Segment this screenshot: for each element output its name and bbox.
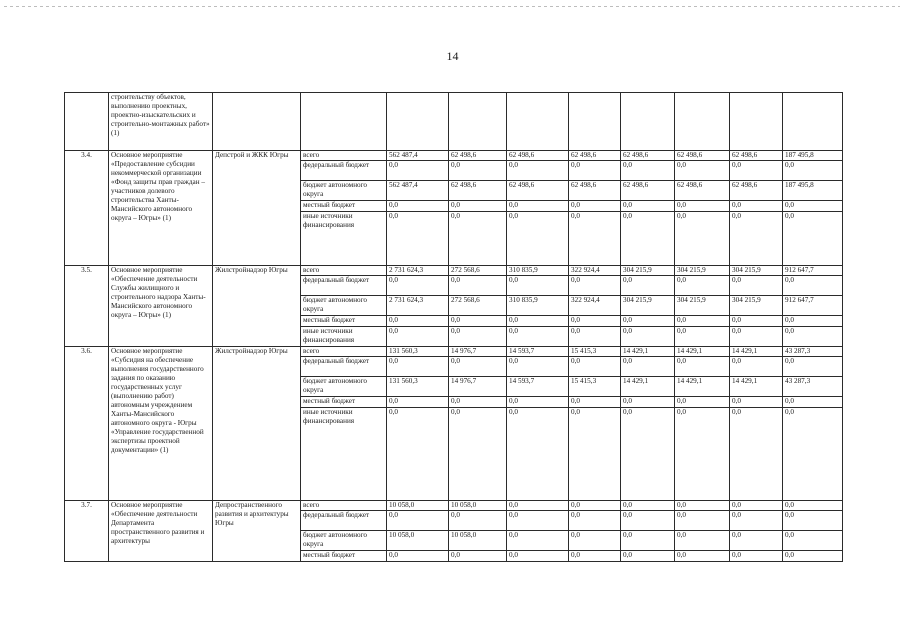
value-cell: 0,0 — [675, 551, 730, 562]
value-cell: 0,0 — [449, 551, 507, 562]
value-cell: 0,0 — [621, 212, 675, 266]
value-cell: 0,0 — [569, 408, 621, 501]
value-cell: 0,0 — [621, 276, 675, 296]
funding-source: бюджет автономного округа — [301, 377, 387, 397]
cell-empty — [621, 93, 675, 151]
value-cell: 0,0 — [621, 408, 675, 501]
value-cell: 0,0 — [783, 327, 843, 347]
item-name: Основное мероприятие «Обеспечение деятельности Службы жилищного и строительного надзора Ханты-Мансийского автономного округа – Югры» (1) — [109, 266, 213, 347]
table-row — [65, 266, 843, 276]
item-executor: Депространственного развития и архитектуры Югры — [213, 501, 301, 562]
value-cell: 0,0 — [675, 408, 730, 501]
value-cell: 912 647,7 — [783, 296, 843, 316]
cell-empty — [783, 93, 843, 151]
value-cell: 0,0 — [783, 201, 843, 212]
budget-table — [64, 92, 843, 562]
value-cell: 0,0 — [449, 316, 507, 327]
value-cell: 0,0 — [507, 316, 569, 327]
value-cell: 0,0 — [449, 327, 507, 347]
value-cell: 0,0 — [569, 551, 621, 562]
value-cell: 0,0 — [783, 161, 843, 181]
value-cell: 0,0 — [730, 511, 783, 531]
continuation-text: строительству объектов, выполнению проектных, проектно-изыскательских и строительно-монтажных работ» (1) — [109, 93, 213, 151]
value-cell: 0,0 — [675, 397, 730, 408]
value-cell: 0,0 — [730, 408, 783, 501]
value-cell: 0,0 — [507, 531, 569, 551]
value-cell: 0,0 — [507, 397, 569, 408]
value-cell: 62 498,6 — [621, 181, 675, 201]
funding-source: федеральный бюджет — [301, 357, 387, 377]
value-cell: 0,0 — [449, 511, 507, 531]
value-cell: 0,0 — [730, 201, 783, 212]
table-row — [65, 151, 843, 161]
cell-empty — [507, 93, 569, 151]
value-cell: 0,0 — [783, 276, 843, 296]
value-cell: 14 429,1 — [675, 347, 730, 357]
cell-empty — [730, 93, 783, 151]
value-cell: 310 835,9 — [507, 296, 569, 316]
value-cell: 0,0 — [507, 408, 569, 501]
value-cell: 562 487,4 — [387, 151, 449, 161]
value-cell: 0,0 — [449, 397, 507, 408]
value-cell: 14 429,1 — [621, 377, 675, 397]
value-cell: 0,0 — [387, 201, 449, 212]
value-cell: 0,0 — [621, 551, 675, 562]
value-cell: 62 498,6 — [675, 151, 730, 161]
value-cell: 0,0 — [675, 212, 730, 266]
value-cell: 0,0 — [730, 551, 783, 562]
item-executor: Жилстройнадзор Югры — [213, 347, 301, 501]
value-cell: 272 568,6 — [449, 296, 507, 316]
value-cell: 14 593,7 — [507, 377, 569, 397]
value-cell: 0,0 — [449, 212, 507, 266]
value-cell: 0,0 — [621, 161, 675, 181]
funding-source: всего — [301, 151, 387, 161]
cell-empty — [449, 93, 507, 151]
value-cell: 15 415,3 — [569, 377, 621, 397]
value-cell: 0,0 — [783, 408, 843, 501]
item-executor: Депстрой и ЖКК Югры — [213, 151, 301, 266]
value-cell: 0,0 — [783, 501, 843, 511]
value-cell: 310 835,9 — [507, 266, 569, 276]
value-cell: 0,0 — [621, 201, 675, 212]
value-cell: 272 568,6 — [449, 266, 507, 276]
value-cell: 304 215,9 — [621, 266, 675, 276]
value-cell: 0,0 — [730, 212, 783, 266]
value-cell: 0,0 — [387, 276, 449, 296]
value-cell: 10 058,0 — [449, 501, 507, 511]
value-cell: 0,0 — [507, 357, 569, 377]
value-cell: 304 215,9 — [675, 266, 730, 276]
value-cell: 0,0 — [621, 501, 675, 511]
value-cell: 62 498,6 — [569, 151, 621, 161]
value-cell: 912 647,7 — [783, 266, 843, 276]
value-cell: 0,0 — [449, 201, 507, 212]
value-cell: 62 498,6 — [730, 151, 783, 161]
value-cell: 0,0 — [387, 316, 449, 327]
item-number: 3.6. — [65, 347, 109, 501]
value-cell: 131 560,3 — [387, 347, 449, 357]
value-cell: 0,0 — [569, 201, 621, 212]
scan-edge-line — [4, 6, 900, 7]
value-cell: 304 215,9 — [621, 296, 675, 316]
funding-source: местный бюджет — [301, 201, 387, 212]
value-cell: 0,0 — [783, 316, 843, 327]
value-cell: 187 495,8 — [783, 151, 843, 161]
value-cell: 0,0 — [569, 357, 621, 377]
value-cell: 0,0 — [621, 327, 675, 347]
value-cell: 0,0 — [675, 201, 730, 212]
value-cell: 0,0 — [507, 511, 569, 531]
value-cell: 10 058,0 — [449, 531, 507, 551]
value-cell: 62 498,6 — [449, 181, 507, 201]
value-cell: 62 498,6 — [449, 151, 507, 161]
value-cell: 0,0 — [387, 408, 449, 501]
funding-source: бюджет автономного округа — [301, 181, 387, 201]
cell-empty — [675, 93, 730, 151]
value-cell: 0,0 — [783, 357, 843, 377]
value-cell: 0,0 — [387, 161, 449, 181]
value-cell: 562 487,4 — [387, 181, 449, 201]
value-cell: 0,0 — [507, 161, 569, 181]
value-cell: 0,0 — [507, 276, 569, 296]
cell-empty — [213, 93, 301, 151]
value-cell: 14 429,1 — [730, 377, 783, 397]
value-cell: 0,0 — [387, 327, 449, 347]
value-cell: 2 731 624,3 — [387, 266, 449, 276]
value-cell: 0,0 — [569, 161, 621, 181]
value-cell: 0,0 — [569, 511, 621, 531]
value-cell: 14 429,1 — [730, 347, 783, 357]
value-cell: 0,0 — [675, 316, 730, 327]
value-cell: 0,0 — [569, 276, 621, 296]
value-cell: 62 498,6 — [507, 181, 569, 201]
cell-empty — [569, 93, 621, 151]
cell-empty — [387, 93, 449, 151]
value-cell: 62 498,6 — [621, 151, 675, 161]
value-cell: 0,0 — [387, 511, 449, 531]
item-name: Основное мероприятие «Субсидия на обеспечение выполнения государственного задания по оказанию государственных услуг (выполнению работ) автономным учреждением Ханты-Мансийского автономного округа - Югры «Управление государственной экспертизы проектной документации» (1) — [109, 347, 213, 501]
table-row — [65, 347, 843, 357]
value-cell: 0,0 — [783, 551, 843, 562]
value-cell: 0,0 — [730, 531, 783, 551]
value-cell: 14 976,7 — [449, 377, 507, 397]
value-cell: 131 560,3 — [387, 377, 449, 397]
cell-empty — [65, 93, 109, 151]
value-cell: 62 498,6 — [569, 181, 621, 201]
table-body — [65, 93, 843, 562]
funding-source: иные источники финансирования — [301, 408, 387, 501]
value-cell: 304 215,9 — [675, 296, 730, 316]
value-cell: 322 924,4 — [569, 296, 621, 316]
value-cell: 14 976,7 — [449, 347, 507, 357]
value-cell: 10 058,0 — [387, 531, 449, 551]
continuation-row — [65, 93, 843, 151]
funding-source: бюджет автономного округа — [301, 531, 387, 551]
value-cell: 187 495,8 — [783, 181, 843, 201]
value-cell: 0,0 — [783, 397, 843, 408]
value-cell: 304 215,9 — [730, 296, 783, 316]
value-cell: 62 498,6 — [675, 181, 730, 201]
value-cell: 43 287,3 — [783, 347, 843, 357]
value-cell: 43 287,3 — [783, 377, 843, 397]
value-cell: 0,0 — [675, 511, 730, 531]
item-name: Основное мероприятие «Предоставление субсидии некоммерческой организации «Фонд защиты прав граждан – участников долевого строительства Ханты-Мансийского автономного округа – Югры» (1) — [109, 151, 213, 266]
value-cell: 0,0 — [449, 357, 507, 377]
value-cell: 14 593,7 — [507, 347, 569, 357]
value-cell: 0,0 — [730, 327, 783, 347]
value-cell: 0,0 — [621, 397, 675, 408]
value-cell: 0,0 — [569, 316, 621, 327]
value-cell: 0,0 — [387, 397, 449, 408]
value-cell: 0,0 — [621, 531, 675, 551]
value-cell: 0,0 — [507, 201, 569, 212]
value-cell: 0,0 — [569, 397, 621, 408]
table-row — [65, 501, 843, 511]
value-cell: 0,0 — [730, 501, 783, 511]
value-cell: 0,0 — [621, 511, 675, 531]
value-cell: 0,0 — [783, 212, 843, 266]
value-cell: 15 415,3 — [569, 347, 621, 357]
value-cell: 0,0 — [730, 161, 783, 181]
value-cell: 62 498,6 — [730, 181, 783, 201]
item-number: 3.4. — [65, 151, 109, 266]
funding-source: бюджет автономного округа — [301, 296, 387, 316]
funding-source: всего — [301, 501, 387, 511]
value-cell: 0,0 — [675, 327, 730, 347]
cell-empty — [301, 93, 387, 151]
funding-source: местный бюджет — [301, 551, 387, 562]
value-cell: 0,0 — [449, 276, 507, 296]
value-cell: 0,0 — [730, 397, 783, 408]
funding-source: иные источники финансирования — [301, 327, 387, 347]
funding-source: федеральный бюджет — [301, 161, 387, 181]
value-cell: 0,0 — [569, 212, 621, 266]
value-cell: 0,0 — [507, 212, 569, 266]
value-cell: 0,0 — [675, 531, 730, 551]
item-executor: Жилстройнадзор Югры — [213, 266, 301, 347]
value-cell: 14 429,1 — [675, 377, 730, 397]
value-cell: 0,0 — [730, 316, 783, 327]
value-cell: 0,0 — [449, 161, 507, 181]
funding-source: федеральный бюджет — [301, 511, 387, 531]
item-number: 3.7. — [65, 501, 109, 562]
funding-source: федеральный бюджет — [301, 276, 387, 296]
page-number: 14 — [446, 49, 459, 63]
value-cell: 0,0 — [621, 316, 675, 327]
value-cell: 322 924,4 — [569, 266, 621, 276]
value-cell: 0,0 — [621, 357, 675, 377]
value-cell: 0,0 — [387, 212, 449, 266]
value-cell: 0,0 — [675, 161, 730, 181]
funding-source: иные источники финансирования — [301, 212, 387, 266]
funding-source: местный бюджет — [301, 397, 387, 408]
value-cell: 0,0 — [675, 276, 730, 296]
value-cell: 304 215,9 — [730, 266, 783, 276]
funding-source: всего — [301, 347, 387, 357]
value-cell: 0,0 — [675, 501, 730, 511]
item-number: 3.5. — [65, 266, 109, 347]
value-cell: 0,0 — [730, 357, 783, 377]
item-name: Основное мероприятие «Обеспечение деятельности Департамента пространственного развития и архитектуры — [109, 501, 213, 562]
value-cell: 0,0 — [387, 357, 449, 377]
value-cell: 0,0 — [730, 276, 783, 296]
value-cell: 2 731 624,3 — [387, 296, 449, 316]
value-cell: 62 498,6 — [507, 151, 569, 161]
value-cell: 14 429,1 — [621, 347, 675, 357]
value-cell: 0,0 — [675, 357, 730, 377]
value-cell: 0,0 — [569, 501, 621, 511]
value-cell: 0,0 — [569, 327, 621, 347]
value-cell: 0,0 — [783, 511, 843, 531]
value-cell: 0,0 — [783, 531, 843, 551]
value-cell: 10 058,0 — [387, 501, 449, 511]
value-cell: 0,0 — [569, 531, 621, 551]
funding-source: всего — [301, 266, 387, 276]
value-cell: 0,0 — [507, 327, 569, 347]
funding-source: местный бюджет — [301, 316, 387, 327]
value-cell: 0,0 — [507, 501, 569, 511]
value-cell: 0,0 — [449, 408, 507, 501]
value-cell: 0,0 — [507, 551, 569, 562]
value-cell: 0,0 — [387, 551, 449, 562]
